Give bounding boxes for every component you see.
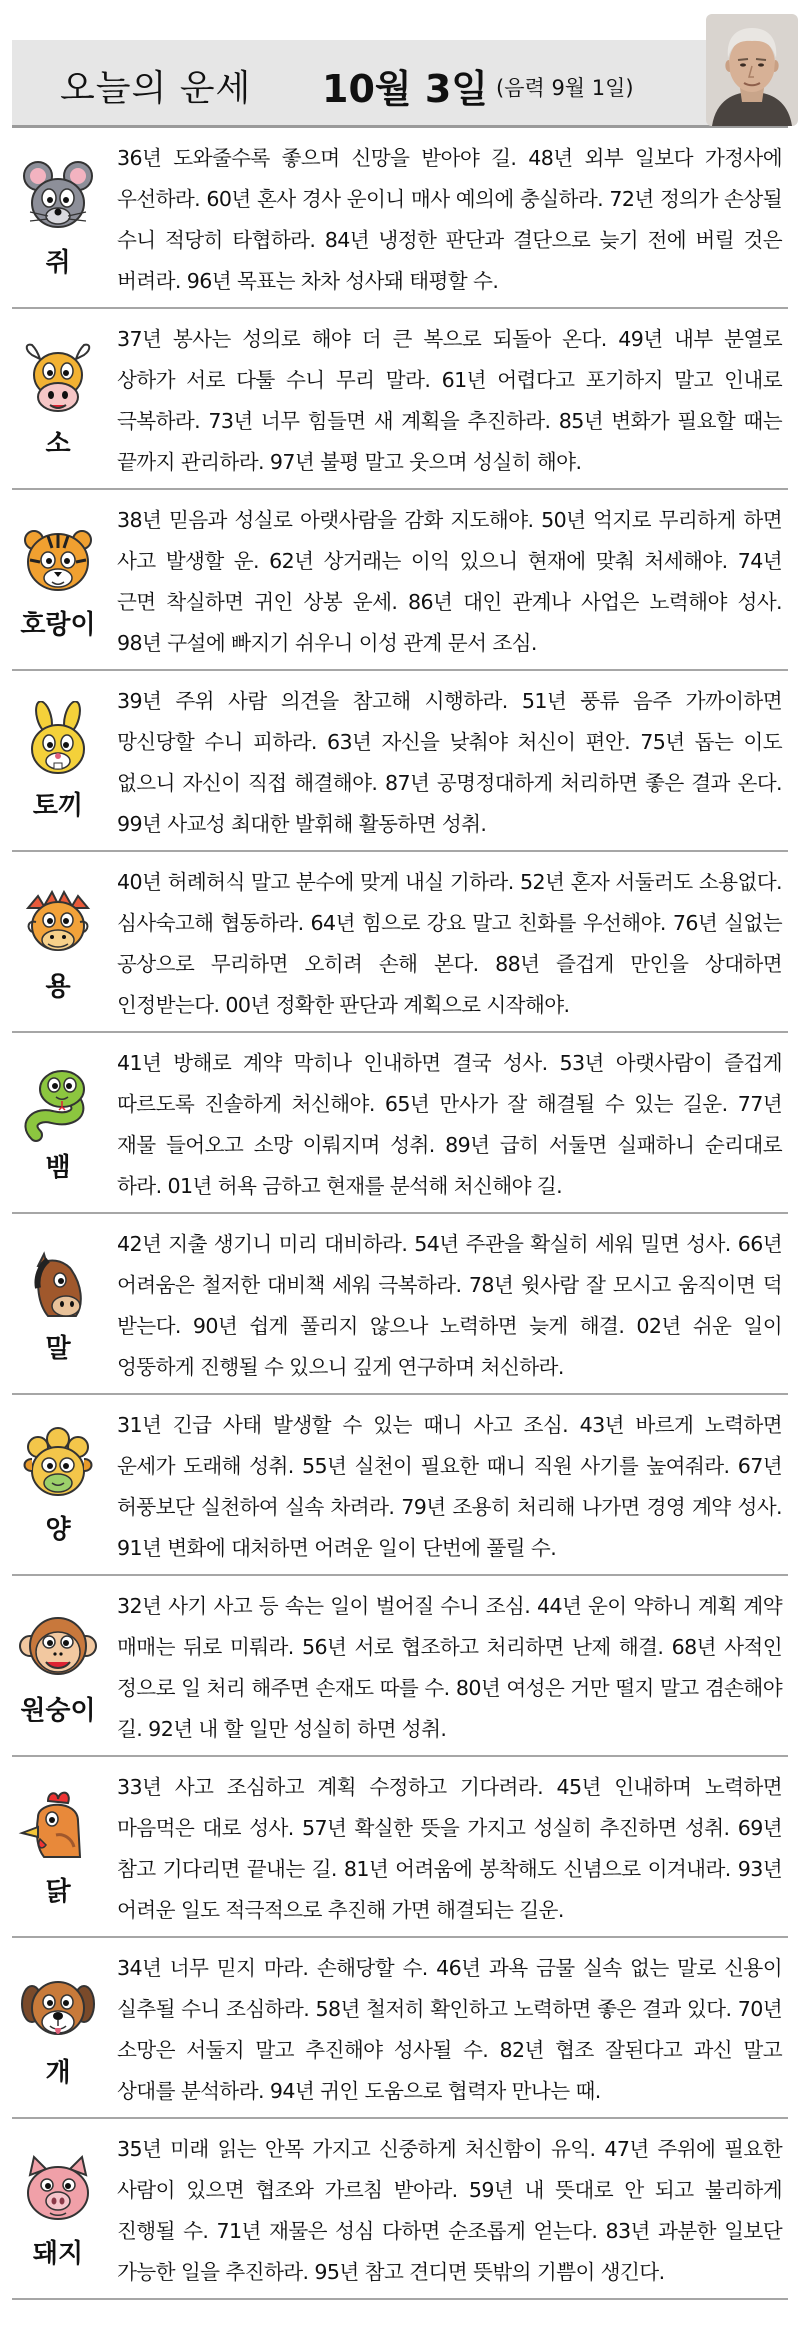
list-item [12,2119,788,2300]
list-item [12,490,788,671]
zodiac-name: 쥐 [45,248,71,278]
list-item [12,852,788,1033]
page-title: 오늘의 운세 [60,68,252,109]
pig-icon [18,2149,98,2229]
fortune-text: 41년 방해로 계약 막히나 인내하면 결국 성사. 53년 아랫사람이 즐겁게 따르도록 진솔하게 처신해야. 65년 만사가 잘 해결될 수 있는 길운. 77년 재물 들어오고 소망 이뤄지며 성취. 89년 급히 서둘면 실패하니 순리대로 하라. 01년 허욕 금하고 현재를 분석해 처신해야 길. [117,1051,782,1198]
fortune-text: 39년 주위 사람 의견을 참고해 시행하라. 51년 풍류 음주 가까이하면 망신당할 수니 피하라. 63년 자신을 낮춰야 처신이 편안. 75년 돕는 이도 없으니 자신이 직접 해결해야. 87년 공명정대하게 처리하면 좋은 결과 온다. 99년 사교성 최대한 발휘해 활동하면 성취. [117,689,782,836]
list-item [12,309,788,490]
fortune-text: 31년 긴급 사태 발생할 수 있는 때니 사고 조심. 43년 바르게 노력하면 운세가 도래해 성취. 55년 실천이 필요한 때니 직원 사기를 높여줘라. 67년 허풍보단 실천하여 실속 차려라. 79년 조용히 처리해 나가면 경영 계약 성사. 91년 변화에 대처하면 어려운 일이 단번에 풀릴 수. [117,1413,782,1560]
zodiac-name: 돼지 [32,2239,84,2269]
zodiac-name: 토끼 [32,791,84,821]
list-item [12,1214,788,1395]
header-banner [12,40,788,128]
list-item [12,128,788,309]
fortune-text: 38년 믿음과 성실로 아랫사람을 감화 지도해야. 50년 억지로 무리하게 하면 사고 발생할 운. 62년 상거래는 이익 있으니 현재에 맞춰 처세해야. 74년 근면 착실하면 귀인 상봉 운세. 86년 대인 관계나 사업은 노력해야 성사. 98년 구설에 빠지기 쉬우니 이성 관계 문서 조심. [117,508,782,655]
fortune-text: 33년 사고 조심하고 계획 수정하고 기다려라. 45년 인내하며 노력하면 마음먹은 대로 성사. 57년 확실한 뜻을 가지고 성실히 추진하면 성취. 69년 참고 기다리면 끝내는 길. 81년 어려움에 봉착해도 신념으로 이겨내라. 93년 어려운 일도 적극적으로 추진해 가면 해결되는 길운. [117,1775,782,1922]
lunar-date: (음력 9월 1일) [496,76,634,100]
zodiac-name: 뱀 [45,1153,71,1183]
fortune-text: 34년 너무 믿지 마라. 손해당할 수. 46년 과욕 금물 실속 없는 말로 신용이 실추될 수니 조심하라. 58년 철저히 확인하고 노력하면 좋은 결과 있다. 70년 소망은 서둘지 말고 추진해야 성사될 수. 82년 협조 잘된다고 과신 말고 상대를 분석하라. 94년 귀인 도움으로 협력자 만나는 때. [117,1956,782,2103]
zodiac-fortune-list [12,128,788,2300]
fortune-text: 40년 허례허식 말고 분수에 맞게 내실 기하라. 52년 혼자 서둘러도 소용없다. 심사숙고해 협동하라. 64년 힘으로 강요 말고 친화를 우선해야. 76년 실없는 공상으로 무리하면 오히려 손해 본다. 88년 즐겁게 만인을 상대하면 인정받는다. 00년 정확한 판단과 계획으로 시작해야. [117,870,782,1017]
zodiac-name: 닭 [45,1877,71,1907]
monkey-icon [18,1606,98,1686]
zodiac-name: 호랑이 [20,610,96,640]
dragon-icon [18,882,98,962]
tiger-icon [18,520,98,600]
list-item [12,1757,788,1938]
zodiac-name: 개 [45,2058,71,2088]
list-item [12,1033,788,1214]
fortune-text: 32년 사기 사고 등 속는 일이 벌어질 수니 조심. 44년 운이 약하니 계획 계약 매매는 뒤로 미뤄라. 56년 서로 협조하고 처리하면 난제 해결. 68년 사적인 정으로 일 처리 해주면 손재도 따를 수. 80년 여성은 거만 떨지 말고 겸손해야 길. 92년 내 할 일만 성실히 하면 성취. [117,1594,782,1741]
fortune-text: 42년 지출 생기니 미리 대비하라. 54년 주관을 확실히 세워 밀면 성사. 66년 어려움은 철저한 대비책 세워 극복하라. 78년 윗사람 잘 모시고 움직이면 덕 받는다. 90년 쉽게 풀리지 않으나 노력하면 늦게 해결. 02년 쉬운 일이 엉뚱하게 진행될 수 있으니 깊게 연구하며 처신하라. [117,1232,782,1379]
dog-icon [18,1968,98,2048]
horse-icon [18,1244,98,1324]
zodiac-name: 원숭이 [20,1696,96,1726]
zodiac-name: 말 [45,1334,71,1364]
list-item [12,1576,788,1757]
list-item [12,1938,788,2119]
fortune-text: 37년 봉사는 성의로 해야 더 큰 복으로 되돌아 온다. 49년 내부 분열로 상하가 서로 다툴 수니 무리 말라. 61년 어렵다고 포기하지 말고 인내로 극복하라. 73년 너무 힘들면 새 계획을 추진하라. 85년 변화가 필요할 때는 끝까지 관리하라. 97년 불평 말고 웃으며 성실히 해야. [117,327,782,474]
sheep-icon [18,1425,98,1505]
rooster-icon [18,1787,98,1867]
columnist-portrait [706,14,798,126]
list-item [12,1395,788,1576]
rabbit-icon [18,701,98,781]
solar-date: 10월 3일 [322,67,488,111]
zodiac-name: 양 [45,1515,71,1545]
zodiac-name: 용 [45,972,71,1002]
ox-icon [18,339,98,419]
fortune-text: 35년 미래 읽는 안목 가지고 신중하게 처신함이 유익. 47년 주위에 필요한 사람이 있으면 협조와 가르침 받아라. 59년 내 뜻대로 안 되고 불리하게 진행될 수. 71년 재물은 성심 다하면 순조롭게 얻는다. 83년 과분한 일보단 가능한 일을 추진하라. 95년 참고 견디면 뜻밖의 기쁨이 생긴다. [117,2137,782,2284]
snake-icon [18,1063,98,1143]
rat-icon [18,158,98,238]
list-item [12,671,788,852]
fortune-text: 36년 도와줄수록 좋으며 신망을 받아야 길. 48년 외부 일보다 가정사에 우선하라. 60년 혼사 경사 운이니 매사 예의에 충실하라. 72년 정의가 손상될 수니 적당히 타협하라. 84년 냉정한 판단과 결단으로 늦기 전에 버릴 것은 버려라. 96년 목표는 차차 성사돼 태평할 수. [117,146,782,293]
zodiac-name: 소 [45,429,71,459]
